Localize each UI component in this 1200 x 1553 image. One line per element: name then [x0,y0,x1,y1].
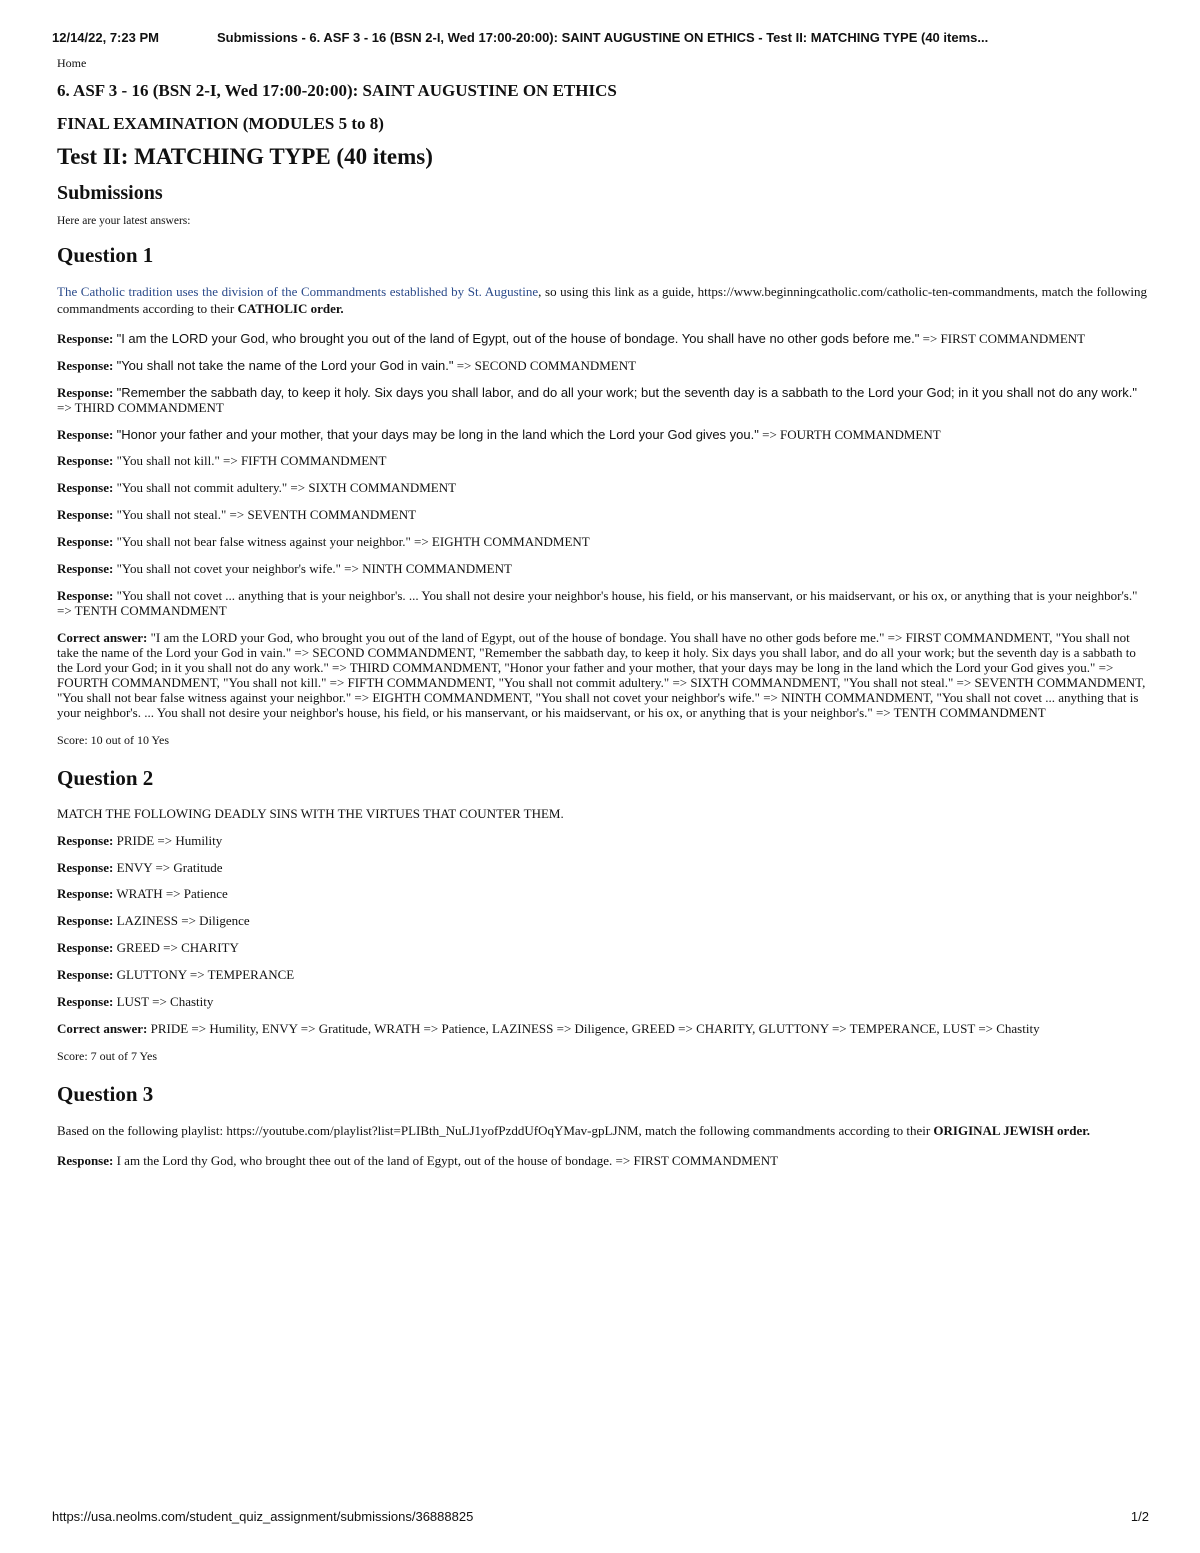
response-label: Response: [57,588,114,604]
response-label: Response: [57,480,114,496]
response-label: Response: [57,426,114,442]
question-prompt [57,284,1147,318]
response-text: GLUTTONY => TEMPERANCE [116,967,295,983]
response-answer: => THIRD COMMANDMENT [57,399,224,415]
response-item [57,454,1147,469]
response-answer: => SECOND COMMANDMENT [453,357,637,373]
prompt-link[interactable]: The Catholic tradition uses the division of the Commandments established by St. Augustine [57,284,539,299]
question-1 [57,243,1147,748]
response-text: "You shall not commit adultery." => SIXTH COMMANDMENT [116,480,457,496]
question-2 [57,766,1147,1064]
response-item [57,995,1147,1010]
response-text: "You shall not take the name of the Lord your God in vain." [116,357,454,373]
intro-text: Here are your latest answers: [57,215,191,227]
test-title: Test II: MATCHING TYPE (40 items) [57,144,433,169]
response-item [57,914,1147,929]
response-text: "You shall not covet your neighbor's wife." => NINTH COMMANDMENT [116,561,512,577]
prompt-emphasis: ORIGINAL JEWISH order. [933,1123,1091,1139]
prompt-text: Based on the following playlist: https://youtube.com/playlist?list=PLIBth_NuLJ1yofPzddUfOqYMav-gpLJNM, match the following commandments according to their [57,1123,934,1139]
response-label: Response: [57,507,114,523]
response-answer: => FIRST COMMANDMENT [919,330,1086,346]
response-label: Response: [57,1152,114,1168]
response-text: GREED => CHARITY [116,940,239,956]
response-label: Response: [57,330,114,346]
question-heading: Question 3 [57,1082,154,1107]
response-item [57,834,1147,849]
print-footer [52,1509,1149,1524]
page-content [57,56,1147,1181]
response-text: LAZINESS => Diligence [116,913,250,929]
correct-label: Correct answer: [57,1021,148,1037]
response-label: Response: [57,913,114,929]
response-text: "I am the LORD your God, who brought you out of the land of Egypt, out of the house of bondage. You shall have no other gods before me." [116,330,920,346]
print-url: https://usa.neolms.com/student_quiz_assignment/submissions/36888825 [52,1509,474,1524]
response-label: Response: [57,994,114,1010]
response-text: "You shall not bear false witness against your neighbor." => EIGHTH COMMANDMENT [116,534,590,550]
response-label: Response: [57,859,114,875]
response-text: WRATH => Patience [116,886,228,902]
response-label: Response: [57,453,114,469]
response-text: PRIDE => Humility [116,832,223,848]
response-label: Response: [57,886,114,902]
response-text: "Remember the sabbath day, to keep it holy. Six days you shall labor, and do all your work; but the seventh day is a sabbath to the Lord your God; in it you shall not do any work." [116,384,1138,400]
question-prompt: MATCH THE FOLLOWING DEADLY SINS WITH THE VIRTUES THAT COUNTER THEM. [57,805,564,821]
response-item [57,508,1147,523]
page-number: 1/2 [1130,1509,1149,1524]
response-item [57,861,1147,876]
prompt-emphasis: CATHOLIC order. [237,300,344,316]
response-text: ENVY => Gratitude [116,859,223,875]
response-label: Response: [57,561,114,577]
print-header [52,30,1152,45]
response-label: Response: [57,534,114,550]
correct-answer [57,1022,1147,1037]
response-label: Response: [57,967,114,983]
response-text: "Honor your father and your mother, that your days may be long in the land which the Lord your God gives you." [116,426,759,442]
response-item [57,359,1147,374]
response-item [57,386,1147,416]
response-label: Response: [57,384,114,400]
response-item [57,941,1147,956]
print-timestamp: 12/14/22, 7:23 PM [52,30,159,45]
score: Score: 10 out of 10 Yes [57,732,170,747]
correct-text: "I am the LORD your God, who brought you out of the land of Egypt, out of the house of bondage. You shall have no other gods before me." => FIRST COMMANDMENT, "You shall not take the name of the Lord your God in vain." => SECOND COMMANDMENT, "Remember the sabbath day, to keep it holy. Six days you shall labor, and do all your work; but the seventh day is a sabbath to the Lord your God; in it you shall not do any work." => THIRD COMMANDMENT, "Honor your father and your mother, that your days may be long in the land which the Lord your God gives you." => FOURTH COMMANDMENT, "You shall not kill." => FIFTH COMMANDMENT, "You shall not commit adultery." => SIXTH COMMANDMENT, "You shall not steal." => SEVENTH COMMANDMENT, "You shall not bear false witness against your neighbor." => EIGHTH COMMANDMENT, "You shall not covet your neighbor's wife." => NINTH COMMANDMENT, "You shall not covet ... anything that is your neighbor's. ... You shall not desire your neighbor's house, his field, or his manservant, or his maidservant, or his ox, or anything that is your neighbor's." => TENTH COMMANDMENT [57,630,1146,720]
response-item [57,481,1147,496]
question-prompt [57,1123,1147,1140]
response-item [57,887,1147,902]
response-answer: => FOURTH COMMANDMENT [758,426,941,442]
response-text: I am the Lord thy God, who brought thee out of the land of Egypt, out of the house of bondage. => FIRST COMMANDMENT [116,1152,779,1168]
correct-text: PRIDE => Humility, ENVY => Gratitude, WRATH => Patience, LAZINESS => Diligence, GREED => CHARITY, GLUTTONY => TEMPERANCE, LUST => Chastity [150,1021,1040,1037]
correct-answer [57,631,1147,721]
question-heading: Question 1 [57,243,154,267]
response-item [57,1154,1147,1169]
question-3 [57,1082,1147,1169]
response-text: "You shall not covet ... anything that is your neighbor's. ... You shall not desire your neighbor's house, his field, or his manservant, or his maidservant, or his ox, or anything that is your neighbor's." => TENTH COMMANDMENT [57,588,1138,619]
response-item [57,535,1147,550]
score: Score: 7 out of 7 Yes [57,1049,158,1064]
response-label: Response: [57,832,114,848]
response-text: "You shall not steal." => SEVENTH COMMANDMENT [116,507,417,523]
response-item [57,332,1147,347]
response-item [57,589,1147,619]
response-label: Response: [57,940,114,956]
correct-label: Correct answer: [57,630,148,646]
response-text: LUST => Chastity [116,994,214,1010]
section-title: Submissions [57,182,163,204]
response-text: "You shall not kill." => FIFTH COMMANDMENT [116,453,387,469]
question-heading: Question 2 [57,765,154,790]
print-title: Submissions - 6. ASF 3 - 16 (BSN 2-I, Wed 17:00-20:00): SAINT AUGUSTINE ON ETHICS - Test II: MATCHING TYPE (40 items... [216,30,989,45]
response-item [57,968,1147,983]
prompt-text: , so using this link as a guide, https://www.beginningcatholic.com/catholic-ten-commandments, match the following commandments according to their [57,284,1147,316]
course-title: 6. ASF 3 - 16 (BSN 2-I, Wed 17:00-20:00): SAINT AUGUSTINE ON ETHICS [57,81,617,100]
breadcrumb-home[interactable]: Home [57,56,87,70]
response-item [57,428,1147,443]
response-label: Response: [57,357,114,373]
response-item [57,562,1147,577]
exam-title: FINAL EXAMINATION (MODULES 5 to 8) [57,114,384,133]
